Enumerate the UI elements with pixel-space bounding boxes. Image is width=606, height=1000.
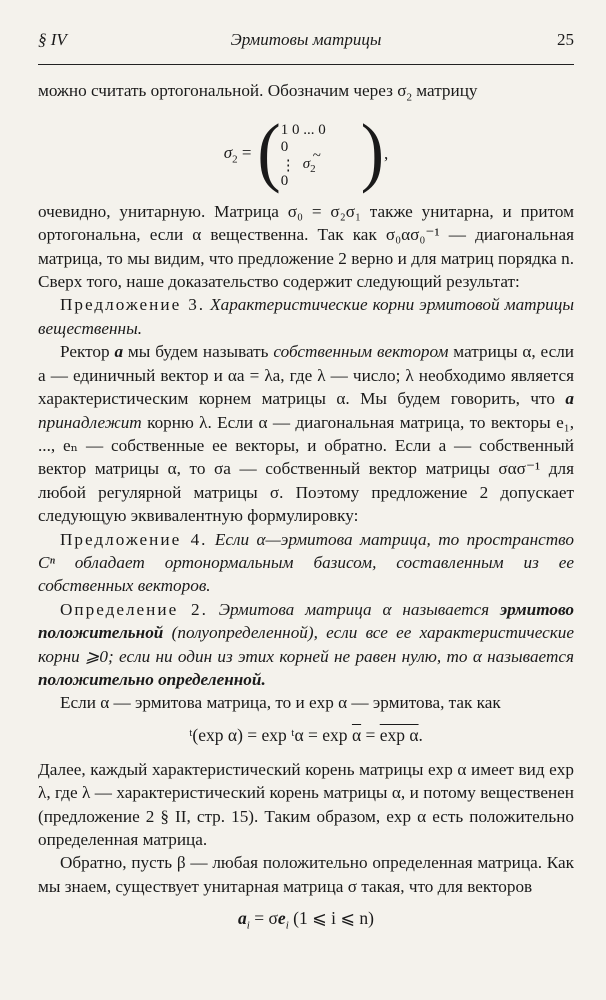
- statement: Если α—эрмитова матрица, то пространство Cⁿ обладает ортонормальным базисом, составленным из ее собственных векторов.: [38, 529, 575, 596]
- header-rule: [38, 64, 574, 65]
- sub: i: [285, 919, 289, 932]
- matrix-zero: 0: [280, 138, 289, 155]
- page-number: 25: [557, 30, 574, 49]
- label: Определение 2.: [60, 599, 208, 619]
- paragraph-5: Если α — эрмитова матрица, то и exp α — эрмитова, так как: [60, 693, 501, 713]
- running-title: Эрмитовы матрицы: [230, 30, 382, 49]
- text: мы будем называть: [123, 342, 274, 362]
- sigma: σ: [223, 142, 233, 162]
- running-head: [38, 24, 574, 48]
- display-equation-1: [38, 725, 574, 746]
- label: Предложение 4.: [60, 529, 208, 549]
- text: Ректор: [60, 342, 115, 362]
- text: Эрмитова матрица α называется: [207, 599, 500, 619]
- definition-2: [38, 598, 574, 692]
- left-paren-icon: (: [257, 109, 281, 195]
- matrix-subblock: [302, 147, 339, 175]
- sigma: σ: [302, 155, 311, 172]
- statement: Характеристические корни эрмитовой матрицы вещественны.: [38, 295, 575, 338]
- eq-part: = σ: [249, 908, 278, 929]
- eq-part: =: [361, 724, 380, 745]
- term: положительно определенной.: [38, 669, 266, 689]
- sub: 2: [406, 91, 412, 104]
- section-number: § IV: [38, 30, 67, 49]
- vector-a: a: [565, 389, 574, 409]
- sub: i: [246, 919, 250, 932]
- paragraph-6: Далее, каждый характеристический корень матрицы exp α имеет вид exp λ, где λ — характеристический корень матрицы α, и потому вещественен (предложение 2 § II, стр. 15). Таким образом, exp α есть положительно определенная матрица.: [38, 759, 574, 849]
- page: [38, 24, 574, 944]
- matrix: [257, 109, 385, 195]
- proposition-3: [38, 293, 574, 340]
- paragraph-7: Обратно, пусть β — любая положительно определенная матрица. Как мы знаем, существует унитарная матрица σ такая, что для векторов: [38, 853, 574, 896]
- term: собственным вектором: [273, 342, 449, 362]
- matrix-dots: ⋮: [280, 157, 296, 174]
- term: принадлежит: [38, 412, 142, 432]
- eq-part: $\overline{\alpha}$: [351, 724, 362, 745]
- term: эрмитово положительной: [38, 599, 574, 643]
- eq-part: .: [418, 724, 423, 745]
- matrix-label: [224, 143, 252, 165]
- label: Предложение 3.: [60, 295, 206, 315]
- vector-a: a: [114, 342, 124, 362]
- text-line1: можно считать ортогональной. Обозначим через σ: [38, 81, 407, 100]
- sub: 2: [232, 153, 238, 166]
- eq-part: ᵗ(exp α) = exp ᵗα = exp: [189, 724, 352, 745]
- tilde: ~: [312, 147, 321, 164]
- matrix-zero-2: 0: [280, 172, 289, 189]
- paragraph-3: [38, 340, 574, 527]
- matrix-cells: [281, 118, 361, 190]
- eq-part: a: [238, 908, 247, 929]
- matrix-row1: 1 0 ... 0: [280, 121, 326, 138]
- paragraph-1: [38, 79, 574, 110]
- matrix-display: [38, 109, 574, 195]
- eq-part: exp α: [379, 724, 419, 745]
- right-paren-icon: ): [360, 109, 385, 195]
- text: корню λ. Если α — диагональная матрица, то векторы e₁, ..., eₙ — собственные ее векторы, и обратно. Если a — собственный вектор матрицы α, то σa — собственный вектор матрицы σασ⁻¹ для любой регулярной матрицы σ. Поэтому предложение 2 допускает следующую эквивалентную формулировку:: [38, 412, 574, 526]
- text: матрицы α, если a — единичный вектор и αa = λa, где λ — число; λ необходимо является характеристическим корнем матрицы α. Мы будем говорить, что: [38, 342, 575, 409]
- sub: 2: [310, 162, 316, 175]
- proposition-4: [38, 528, 574, 598]
- display-equation-2: [38, 908, 574, 932]
- text: (полуопределенной), если все ее характеристические корни ⩾0; если ни один из этих корней не равен нулю, то α называется: [38, 623, 574, 666]
- comma: ,: [384, 143, 389, 163]
- equals: =: [237, 142, 252, 162]
- eq-part: e: [277, 908, 286, 929]
- paragraph-2: очевидно, унитарную. Матрица σ₀ = σ₂σ₁ также унитарна, и притом ортогональна, если α вещественна. Так как σ₀ασ₀⁻¹ — диагональная матрица, то мы видим, что предложение 2 верно и для матриц порядка n. Сверх того, наше доказательство содержит следующий результат:: [38, 201, 574, 292]
- text-line1-end: матрицу: [411, 81, 478, 100]
- eq-part: (1 ⩽ i ⩽ n): [288, 908, 374, 929]
